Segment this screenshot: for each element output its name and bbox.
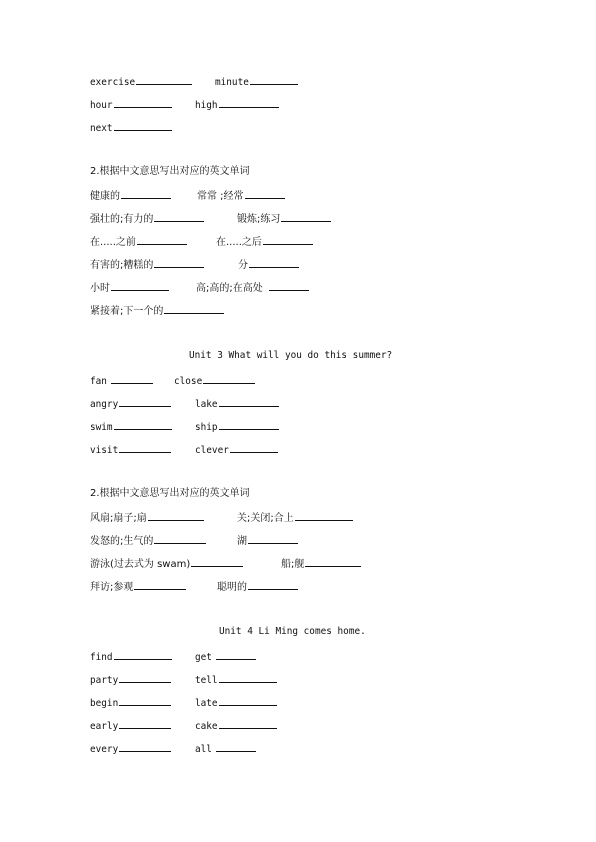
answer-blank[interactable] [219, 672, 277, 683]
word-label: 小时 [90, 283, 110, 294]
word-label: 游泳(过去式为 swam) [90, 559, 191, 570]
answer-blank[interactable] [111, 373, 153, 384]
word-label: get [195, 652, 212, 663]
answer-blank[interactable] [164, 303, 224, 314]
unit-title: Unit 3 What will you do this summer? [189, 350, 393, 361]
answer-blank[interactable] [134, 579, 186, 590]
answer-blank[interactable] [119, 396, 171, 407]
word-label: 聪明的 [217, 582, 247, 593]
word-label: ship [195, 422, 218, 433]
answer-blank[interactable] [269, 280, 309, 291]
answer-blank[interactable] [114, 649, 172, 660]
answer-blank[interactable] [245, 188, 285, 199]
word-label: 强壮的;有力的 [90, 214, 154, 225]
word-label: cake [195, 721, 218, 732]
word-label: lake [195, 399, 218, 410]
word-label: 紧接着;下一个的 [90, 306, 164, 317]
word-label: begin [90, 698, 119, 709]
word-label: next [90, 123, 113, 134]
answer-blank[interactable] [203, 373, 255, 384]
answer-blank[interactable] [248, 533, 298, 544]
word-label: visit [90, 445, 119, 456]
answer-blank[interactable] [119, 718, 171, 729]
word-label: 锻炼;练习 [237, 214, 281, 225]
answer-blank[interactable] [148, 510, 204, 521]
word-label: swim [90, 422, 113, 433]
answer-blank[interactable] [219, 419, 279, 430]
answer-blank[interactable] [121, 188, 171, 199]
answer-blank[interactable] [263, 234, 313, 245]
answer-blank[interactable] [248, 579, 298, 590]
word-label: 关;关闭;合上 [237, 513, 294, 524]
answer-blank[interactable] [114, 120, 172, 131]
answer-blank[interactable] [154, 533, 206, 544]
word-label: 拜访;参观 [90, 582, 134, 593]
answer-blank[interactable] [119, 672, 171, 683]
answer-blank[interactable] [136, 74, 192, 85]
word-label: minute [215, 77, 249, 88]
answer-blank[interactable] [137, 234, 187, 245]
word-label: 健康的 [90, 191, 120, 202]
word-label: high [195, 100, 218, 111]
word-label: 在.....之后 [216, 237, 262, 248]
word-label: hour [90, 100, 113, 111]
answer-blank[interactable] [219, 695, 277, 706]
word-label: 发怒的;生气的 [90, 536, 154, 547]
word-label: every [90, 744, 119, 755]
word-label: 分 [238, 260, 248, 271]
answer-blank[interactable] [305, 556, 361, 567]
answer-blank[interactable] [154, 257, 204, 268]
word-label: 有害的;糟糕的 [90, 260, 154, 271]
answer-blank[interactable] [111, 280, 169, 291]
section-heading: 2.根据中文意思写出对应的英文单词 [90, 166, 250, 177]
answer-blank[interactable] [191, 556, 243, 567]
answer-blank[interactable] [219, 718, 277, 729]
word-label: 风扇;扇子;扇 [90, 513, 147, 524]
word-label: 在.....之前 [90, 237, 136, 248]
word-label: party [90, 675, 119, 686]
answer-blank[interactable] [119, 695, 171, 706]
answer-blank[interactable] [216, 649, 256, 660]
unit-title: Unit 4 Li Ming comes home. [219, 626, 366, 637]
word-label: 常常 ;经常 [197, 191, 244, 202]
word-label: 湖 [237, 536, 247, 547]
answer-blank[interactable] [230, 442, 278, 453]
word-label: all [195, 744, 212, 755]
answer-blank[interactable] [295, 510, 353, 521]
answer-blank[interactable] [114, 97, 172, 108]
word-label: late [195, 698, 218, 709]
answer-blank[interactable] [154, 211, 204, 222]
answer-blank[interactable] [119, 442, 171, 453]
word-label: fan [90, 376, 107, 387]
section-heading: 2.根据中文意思写出对应的英文单词 [90, 488, 250, 499]
answer-blank[interactable] [114, 419, 172, 430]
word-label: angry [90, 399, 119, 410]
word-label: 船;舰 [281, 559, 305, 570]
answer-blank[interactable] [216, 741, 256, 752]
answer-blank[interactable] [219, 97, 279, 108]
word-label: find [90, 652, 113, 663]
word-label: early [90, 721, 119, 732]
word-label: tell [195, 675, 218, 686]
answer-blank[interactable] [281, 211, 331, 222]
answer-blank[interactable] [249, 257, 299, 268]
word-label: clever [195, 445, 229, 456]
answer-blank[interactable] [119, 741, 171, 752]
answer-blank[interactable] [250, 74, 298, 85]
word-label: close [174, 376, 203, 387]
word-label: 高;高的;在高处 [196, 283, 263, 294]
word-label: exercise [90, 77, 136, 88]
answer-blank[interactable] [219, 396, 279, 407]
